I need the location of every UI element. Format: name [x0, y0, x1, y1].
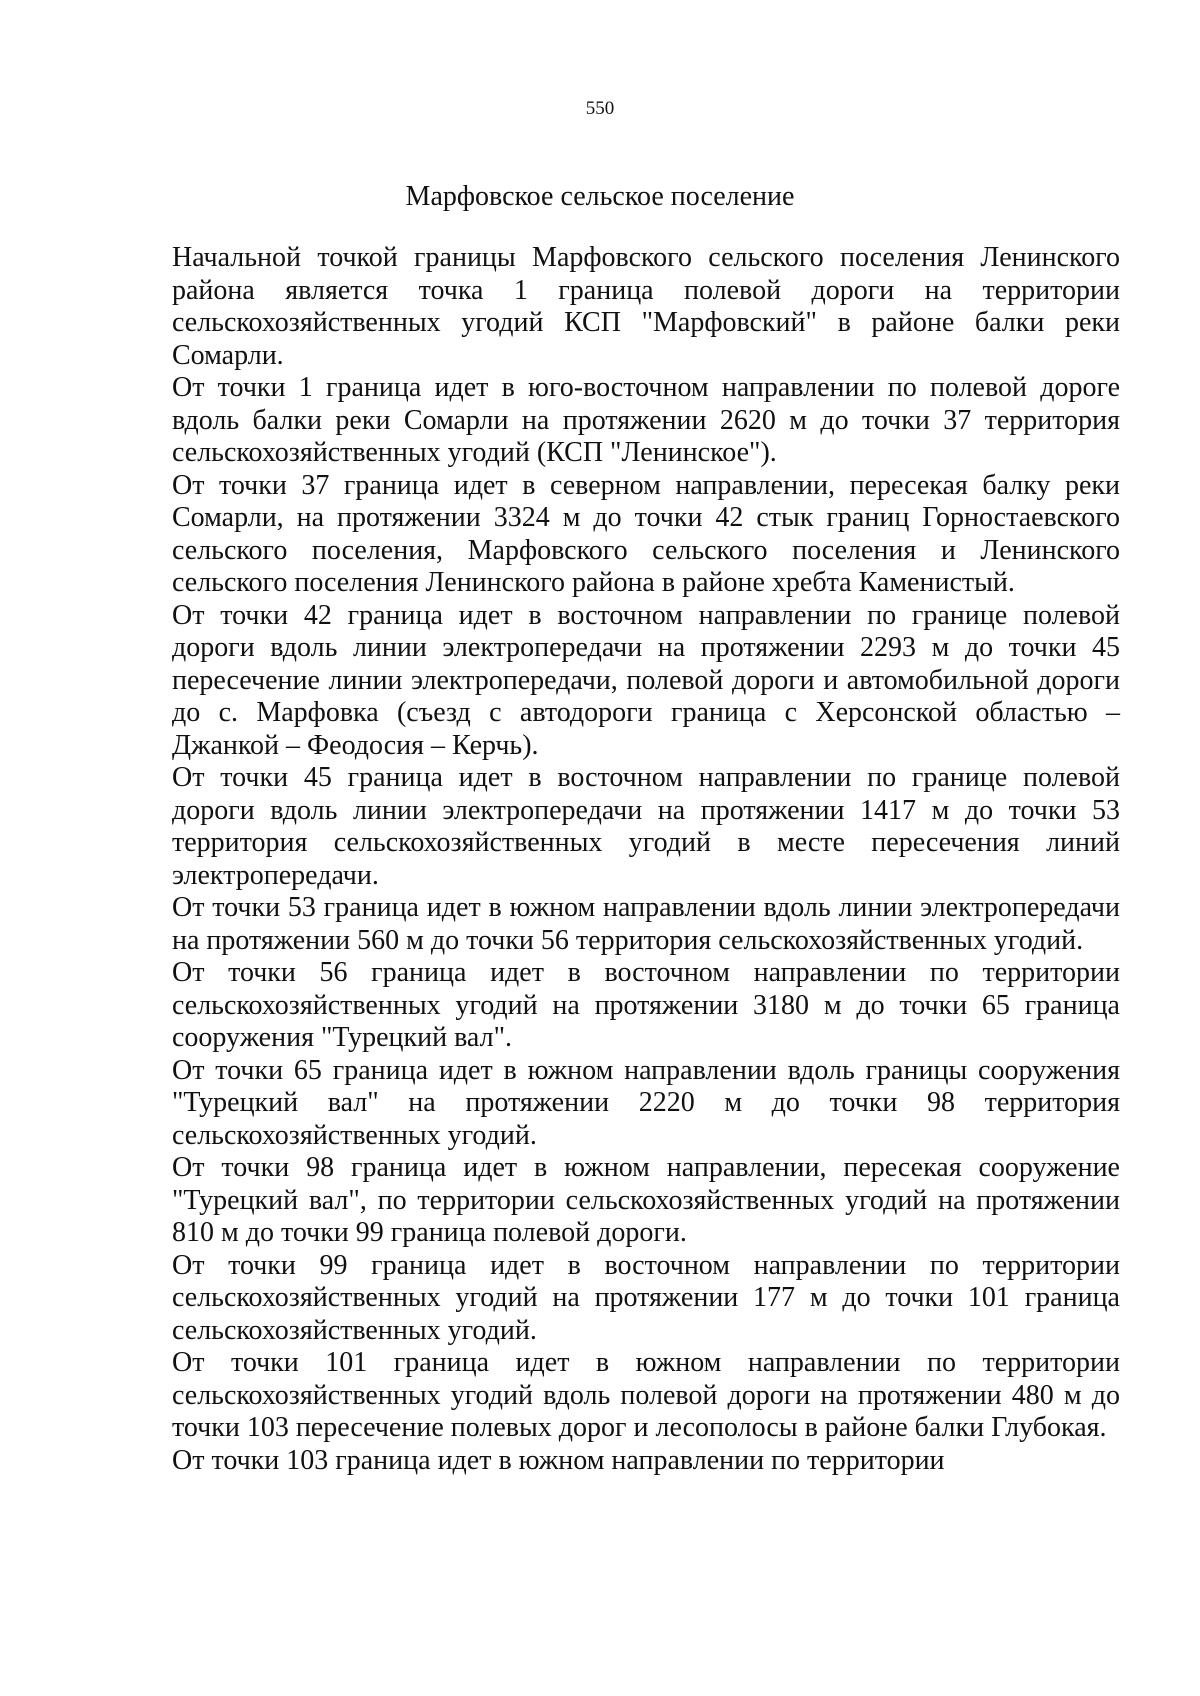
paragraph-11: От точки 101 граница идет в южном направлении по территории сельскохозяйственных угодий вдоль полевой дороги на протяжении 480 м до точки 103 пересечение полевых дорог и лесополосы в районе балки Глубокая. [172, 1347, 1120, 1443]
paragraph-10: От точки 99 граница идет в восточном направлении по территории сельскохозяйственных угодий на протяжении 177 м до точки 101 граница сельскохозяйственных угодий. [172, 1249, 1120, 1346]
document-title: Марфовское сельское поселение [405, 181, 795, 212]
page-number: 550 [585, 98, 615, 119]
paragraph-8: От точки 65 граница идет в южном направлении вдоль границы сооружения "Турецкий вал" на протяжении 2220 м до точки 98 территория сельскохозяйственных угодий. [172, 1054, 1120, 1151]
paragraph-12: От точки 103 граница идет в южном направлении по территории [172, 1444, 945, 1476]
paragraph-1: Начальной точкой границы Марфовского сельского поселения Ленинского района является точка 1 граница полевой дороги на территории сельскохозяйственных угодий КСП "Марфовский" в районе балки реки Сомарли. [172, 242, 1120, 371]
paragraph-5: От точки 45 граница идет в восточном направлении по границе полевой дороги вдоль линии электропередачи на протяжении 1417 м до точки 53 территория сельскохозяйственных угодий в месте пересечения линий электропередачи. [172, 762, 1120, 891]
paragraph-9: От точки 98 граница идет в южном направлении, пересекая сооружение "Турецкий вал", по территории сельскохозяйственных угодий на протяжении 810 м до точки 99 граница полевой дороги. [172, 1152, 1120, 1248]
paragraph-4: От точки 42 граница идет в восточном направлении по границе полевой дороги вдоль линии электропередачи на протяжении 2293 м до точки 45 пересечение линии электропередачи, полевой дороги и автомобильной дороги до с. Марфовка (съезд с автодороги граница с Херсонской областью – Джанкой – Феодосия – Керчь). [172, 599, 1120, 761]
document-body [172, 242, 1120, 1477]
paragraph-3: От точки 37 граница идет в северном направлении, пересекая балку реки Сомарли, на протяжении 3324 м до точки 42 стык границ Горностаевского сельского поселения, Марфовского сельского поселения и Ленинского сельского поселения Ленинского района в районе хребта Каменистый. [172, 469, 1120, 598]
paragraph-7: От точки 56 граница идет в восточном направлении по территории сельскохозяйственных угодий на протяжении 3180 м до точки 65 граница сооружения "Турецкий вал". [172, 957, 1120, 1053]
paragraph-6: От точки 53 граница идет в южном направлении вдоль линии электропередачи на протяжении 560 м до точки 56 территория сельскохозяйственных угодий. [172, 892, 1120, 956]
paragraph-2: От точки 1 граница идет в юго-восточном направлении по полевой дороге вдоль балки реки Сомарли на протяжении 2620 м до точки 37 территория сельскохозяйственных угодий (КСП "Ленинское"). [172, 372, 1120, 468]
